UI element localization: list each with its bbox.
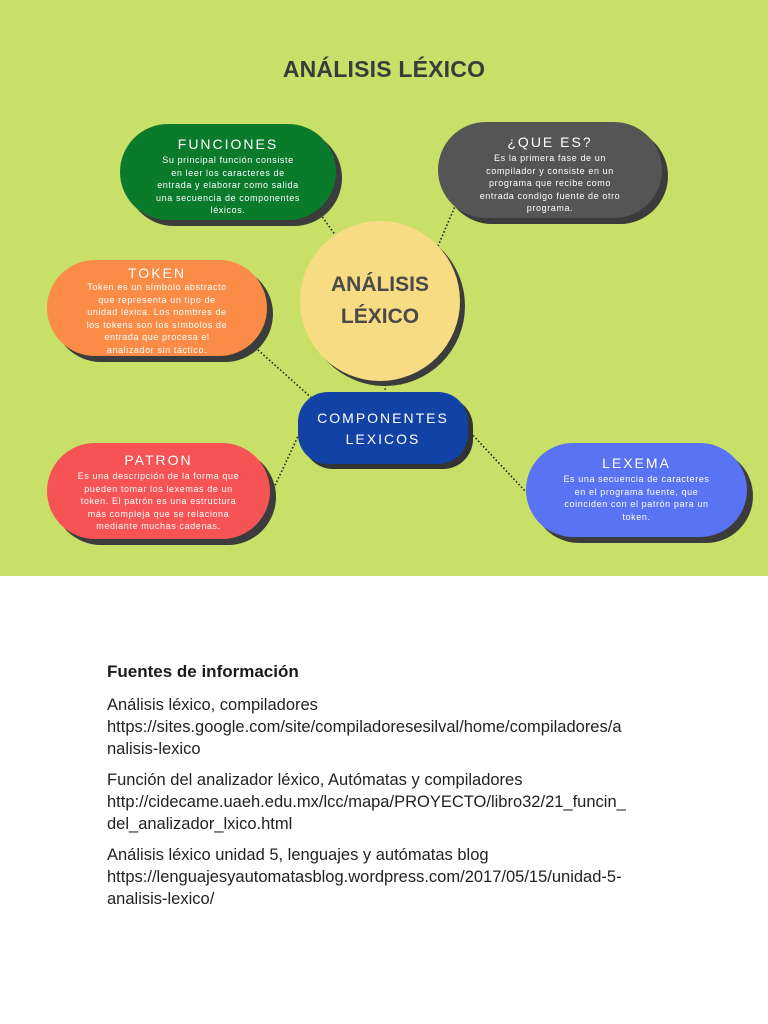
center-line: ANÁLISIS [330, 273, 429, 296]
text-line: entrada condigo fuente de otro [479, 190, 621, 201]
text-line: Token es un símbolo abstracto [87, 282, 227, 292]
node-token [47, 260, 267, 356]
node-lexema-text [526, 473, 747, 523]
text-line: analizador sin táctico. [106, 344, 208, 355]
node-que-es-text [438, 152, 662, 215]
text-line: mediante muchas cadenas. [96, 521, 221, 531]
source-title: Análisis léxico unidad 5, lenguajes y autómatas blog [107, 846, 489, 864]
text-line: compilador y consiste en un [486, 165, 614, 176]
node-lexema [526, 443, 747, 537]
text-line: Es una descripción de la forma que [77, 471, 240, 481]
text-line: una secuencia de componentes [156, 192, 300, 203]
text-line: entrada y elaborar como salida [157, 180, 299, 190]
source-item [107, 694, 687, 760]
node-componentes-lexicos [298, 392, 468, 464]
node-funciones-title: FUNCIONES [177, 136, 279, 152]
center-label [320, 269, 440, 333]
node-funciones-text [120, 154, 336, 217]
link-patron [272, 432, 300, 492]
node-funciones [120, 124, 336, 220]
text-line: en el programa fuente, que [574, 486, 699, 497]
sources-heading: Fuentes de información [107, 662, 299, 681]
link-token [258, 350, 314, 400]
source-url[interactable]: https://lenguajesyautomatasblog.wordpress.com/2017/05/15/unidad-5- [107, 868, 622, 886]
node-patron [47, 443, 270, 539]
source-item [107, 769, 687, 835]
text-line: token. El patrón es una estructura [80, 496, 237, 506]
source-url[interactable]: nalisis-lexico [107, 740, 201, 758]
center-line: LÉXICO [340, 305, 420, 328]
text-line: token. [622, 511, 651, 522]
text-line: los tokens son los símbolos de [86, 319, 228, 330]
source-title: Función del analizador léxico, Autómatas y compiladores [107, 771, 523, 789]
source-url[interactable]: http://cidecame.uaeh.edu.mx/lcc/mapa/PROYECTO/libro32/21_funcin_ [107, 793, 626, 811]
text-line: entrada que procesa el [104, 332, 210, 342]
text-line: coinciden con el patrón para un [564, 499, 709, 509]
node-que-es-title: ¿QUE ES? [507, 134, 593, 150]
node-componentes-title [298, 408, 468, 450]
center-node [300, 221, 460, 381]
source-url[interactable]: analisis-lexico/ [107, 890, 215, 908]
node-patron-title: PATRON [124, 452, 193, 468]
node-lexema-title: LEXEMA [602, 455, 671, 471]
sources-section [107, 662, 687, 919]
text-line: programa que recibe como [489, 178, 611, 188]
text-line: Es la primera fase de un [494, 153, 606, 163]
node-que-es [438, 122, 662, 218]
title-line: COMPONENTES [317, 410, 449, 426]
link-center-componentes [385, 381, 386, 392]
node-token-title: TOKEN [128, 265, 186, 281]
text-line: programa. [526, 203, 574, 213]
source-url[interactable]: del_analizador_lxico.html [107, 815, 293, 833]
title-line: LEXICOS [345, 431, 421, 447]
text-line: que representa un tipo de [98, 294, 216, 305]
link-lexema [468, 430, 526, 492]
text-line: pueden tomar los lexemas de un [84, 483, 233, 494]
text-line: más compleja que se relaciona [87, 508, 230, 519]
text-line: Su principal función consiste [162, 155, 294, 165]
node-token-text [47, 281, 267, 356]
source-url[interactable]: https://sites.google.com/site/compiladoresesilval/home/compiladores/a [107, 718, 622, 736]
text-line: léxicos. [210, 205, 246, 215]
text-line: unidad léxica. Los nombres de [87, 307, 227, 317]
source-item [107, 844, 687, 910]
source-title: Análisis léxico, compiladores [107, 696, 318, 714]
text-line: en leer los caracteres de [171, 167, 285, 178]
node-patron-text [47, 470, 270, 533]
diagram-title: ANÁLISIS LÉXICO [282, 56, 486, 82]
text-line: Es una secuencia de caracteres [563, 474, 710, 484]
